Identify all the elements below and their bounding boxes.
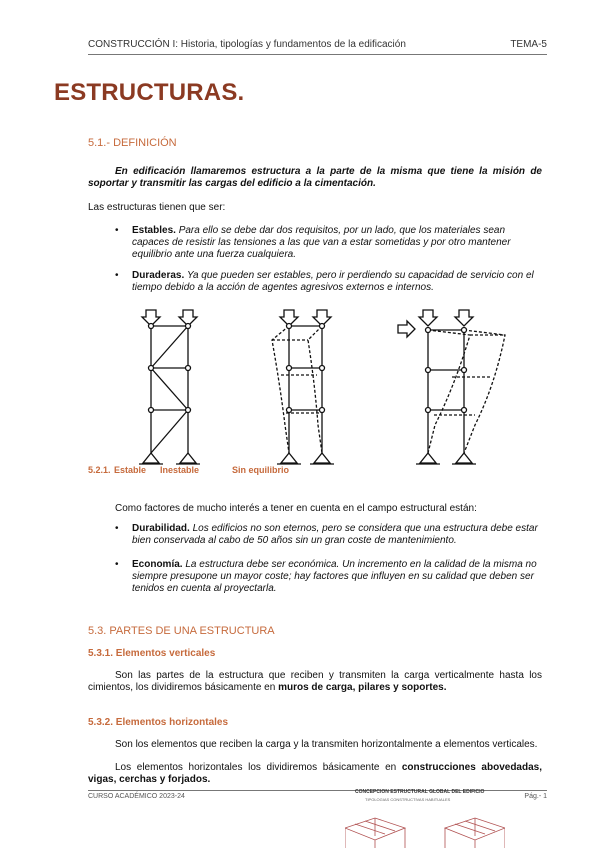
definition-paragraph: En edificación llamaremos estructura a la parte de la misma que tiene la misión de soportar y transmitir las cargas del edificio a la cimentación. <box>88 166 542 189</box>
stable-frame-drawing <box>139 310 200 464</box>
factors-intro: Como factores de mucho interés a tener en cuenta en el campo estructural están: <box>115 503 477 514</box>
header-course-title: CONSTRUCCIÓN I: Historia, tipologías y fundamentos de la edificación <box>88 39 406 50</box>
list-item-duraderas <box>115 270 545 294</box>
list-item-term: Duraderas. <box>132 270 185 281</box>
paragraph-text: Los elementos horizontales los dividiremos básicamente en <box>115 762 402 773</box>
stability-intro: Las estructuras tienen que ser: <box>88 202 226 213</box>
subheading-horizontales: 5.3.2. Elementos horizontales <box>88 717 229 728</box>
list-item-text: Ya que pueden ser estables, pero ir perdiendo su capacidad de servicio con el tiempo debido a la acción de agentes agresivos externos e internos. <box>132 270 534 293</box>
horizontal-elements-paragraph: Son los elementos que reciben la carga y la transmiten horizontalmente a elementos verticales. <box>115 739 538 750</box>
caption-no-equilibrium: Sin equilibrio <box>232 465 290 475</box>
paragraph-bold: muros de carga, pilares y soportes. <box>278 682 447 693</box>
paragraph-bold: construcciones abovedadas, vigas, cerchas y forjados. <box>88 762 542 785</box>
list-item-durabilidad <box>115 523 545 547</box>
list-item-text: Los edificios no son eternos, pero se considera que una estructura debe estar bien conservada al cabo de 50 años sin un gran coste de mantenimiento. <box>132 523 538 546</box>
vertical-elements-paragraph <box>88 670 542 694</box>
page-title: ESTRUCTURAS. <box>54 79 245 106</box>
structure-stability-diagram <box>130 305 530 465</box>
list-item-estables <box>115 225 545 261</box>
list-item-term: Economía. <box>132 559 183 570</box>
unstable-frame-drawing <box>272 310 334 464</box>
preview-structure-sketch <box>345 788 505 848</box>
horizontal-types-paragraph <box>88 762 542 786</box>
bullet-icon: • <box>115 559 119 570</box>
bullet-icon: • <box>115 225 119 236</box>
list-item-term: Durabilidad. <box>132 523 190 534</box>
page-header <box>88 38 547 55</box>
no-equilibrium-frame-drawing <box>398 310 505 464</box>
list-item-text: Para ello se debe dar dos requisitos, por un lado, que los materiales sean capaces de resistir las tensiones a las que van a estar sometidas y por otro mantener equilibrio ante una fuerza cualquiera. <box>132 225 511 260</box>
footer-page-number: Pág.- 1 <box>524 793 547 800</box>
bullet-icon: • <box>115 523 119 534</box>
caption-number: 5.2.1. <box>88 465 111 475</box>
bullet-icon: • <box>115 270 119 281</box>
section-heading-partes: 5.3. PARTES DE UNA ESTRUCTURA <box>88 625 275 637</box>
section-heading-definicion: 5.1.- DEFINICIÓN <box>88 137 177 149</box>
caption-unstable: Inestable <box>160 465 200 475</box>
preview-subtitle: TIPOLOGIAS CONSTRUCTIVAS HABITUALES <box>365 797 451 802</box>
list-item-term: Estables. <box>132 225 176 236</box>
header-topic: TEMA-5 <box>510 39 547 50</box>
caption-stable: Estable <box>114 465 147 475</box>
subheading-verticales: 5.3.1. Elementos verticales <box>88 648 216 659</box>
list-item-economia <box>115 559 545 595</box>
preview-title: CONCEPCION ESTRUCTURAL GLOBAL DEL EDIFICIO <box>355 789 485 795</box>
list-item-text: La estructura debe ser económica. Un incremento en la calidad de la misma no siempre presupone un mayor coste; hay factores que influyen en su calidad que deben ser tenidos en cuenta al proyectarla. <box>132 559 537 594</box>
paragraph-text: Son las partes de la estructura que reciben y transmiten la carga verticalmente hasta los cimientos, los dividiremos básicamente en <box>88 670 542 693</box>
next-page-preview <box>345 788 505 848</box>
footer-academic-year: CURSO ACADÉMICO 2023-24 <box>88 793 185 800</box>
